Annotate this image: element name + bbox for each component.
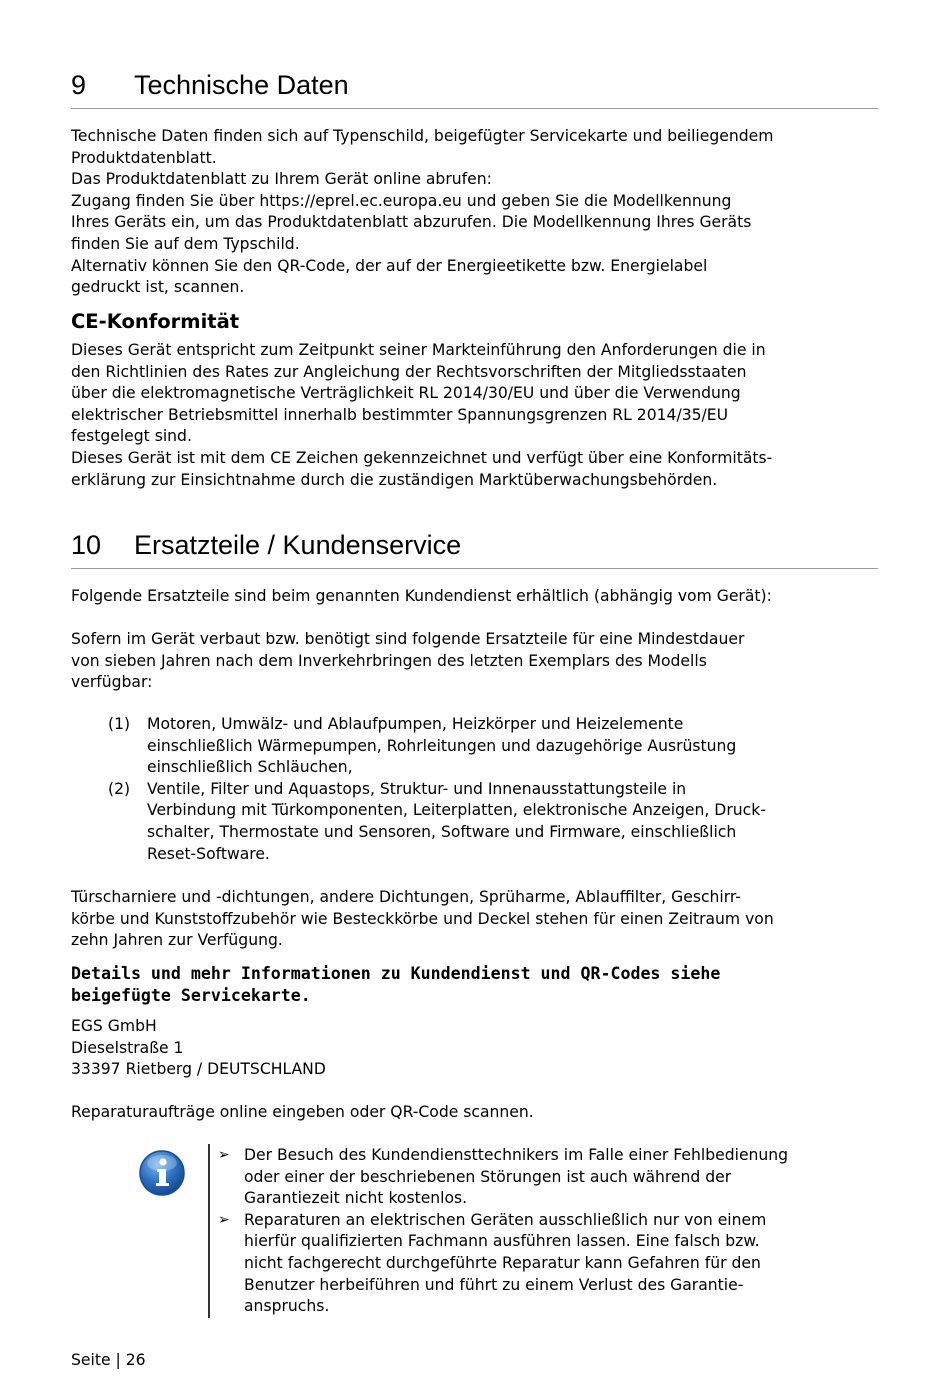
text-line: schalter, Thermostate und Sensoren, Software und Firmware, einschließlich <box>147 822 737 841</box>
text-line: anspruchs. <box>244 1297 330 1316</box>
text-line: finden Sie auf dem Typschild. <box>71 234 300 253</box>
text-line: Türscharniere und -dichtungen, andere Dichtungen, Sprüharme, Ablauffilter, Geschirr- <box>71 888 741 906</box>
text-line: einschließlich Schläuchen, <box>147 758 353 777</box>
text-line: Ventile, Filter und Aquastops, Struktur- und Innenausstattungsteile in <box>147 779 687 798</box>
text-line: Details und mehr Informationen zu Kundendienst und QR-Codes siehe <box>71 964 721 983</box>
text-line: Dieses Gerät entspricht zum Zeitpunkt seiner Markteinführung den Anforderungen die in <box>71 341 766 359</box>
text-line: elektrischer Betriebsmittel innerhalb bestimmter Spannungsgrenzen RL 2014/35/EU <box>71 405 729 424</box>
text-line: Benutzer herbeiführen und führt zu einem Verlust des Garantie- <box>244 1275 744 1294</box>
list-marker: (2) <box>108 779 131 798</box>
text-line: festgelegt sind. <box>71 427 192 446</box>
text-line: Zugang finden Sie über https://eprel.ec.europa.eu und geben Sie die Modellkennung <box>71 191 732 210</box>
availability-text <box>71 629 881 694</box>
list-item <box>108 714 878 779</box>
list-item <box>218 1210 788 1318</box>
text-line: Reset-Software. <box>147 844 270 863</box>
text-line: Sofern im Gerät verbaut bzw. benötigt sind folgende Ersatzteile für eine Mindestdauer <box>71 630 745 648</box>
text-line: Reparaturen an elektrischen Geräten ausschließlich nur von einem <box>244 1210 767 1229</box>
text-line: Alternativ können Sie den QR-Code, der auf der Energieetikette bzw. Energielabel <box>71 256 708 275</box>
text-line: Ihres Geräts ein, um das Produktdatenblatt abzurufen. Die Modellkennung Ihres Geräts <box>71 213 752 232</box>
section-10-intro <box>71 586 881 608</box>
page-number: Seite | 26 <box>71 1351 146 1369</box>
text-line: Das Produktdatenblatt zu Ihrem Gerät online abrufen: <box>71 170 492 189</box>
section-10-title: Ersatzteile / Kundenservice <box>134 530 462 560</box>
text-line: Der Besuch des Kundendiensttechnikers im Falle einer Fehlbedienung <box>244 1146 789 1164</box>
section-9-heading <box>71 70 878 109</box>
service-address <box>71 1016 881 1081</box>
info-divider <box>208 1144 210 1318</box>
repair-note <box>71 1102 881 1124</box>
text-line: oder einer der beschriebenen Störungen ist auch während der <box>244 1167 732 1186</box>
arrow-bullet-icon: ➢ <box>218 1147 230 1163</box>
text-line: Motoren, Umwälz- und Ablaufpumpen, Heizkörper und Heizelemente <box>147 715 684 733</box>
text-line: beigefügte Servicekarte. <box>71 985 311 1005</box>
arrow-bullet-icon: ➢ <box>218 1211 230 1228</box>
details-note <box>71 963 720 1006</box>
spare-parts-list <box>108 714 878 865</box>
text-line: Verbindung mit Türkomponenten, Leiterplatten, elektronische Anzeigen, Druck- <box>147 801 766 820</box>
text-line: über die elektromagnetische Verträglichkeit RL 2014/30/EU und über die Verwendung <box>71 384 741 403</box>
text-line: nicht fachgerecht durchgeführte Reparatur kann Gefahren für den <box>244 1253 761 1272</box>
text-line: Produktdatenblatt. <box>71 148 217 167</box>
ten-year-parts-text <box>71 887 881 952</box>
text-line: einschließlich Wärmepumpen, Rohrleitungen und dazugehörige Ausrüstung <box>147 736 737 755</box>
text-line: hierfür qualifizierten Fachmann ausführen lassen. Eine falsch bzw. <box>244 1232 760 1251</box>
text-line: Garantiezeit nicht kostenlos. <box>244 1189 468 1208</box>
text-line: Dieses Gerät ist mit dem CE Zeichen gekennzeichnet und verfügt über eine Konformitäts- <box>71 448 773 467</box>
address-line: 33397 Rietberg / DEUTSCHLAND <box>71 1060 326 1079</box>
section-9-title: Technische Daten <box>134 70 349 100</box>
list-item <box>108 779 878 865</box>
text-line: Technische Daten finden sich auf Typenschild, beigefügter Servicekarte und beiliegendem <box>71 127 774 145</box>
section-9-intro <box>71 126 881 299</box>
address-line: EGS GmbH <box>71 1017 157 1035</box>
text-line: von sieben Jahren nach dem Inverkehrbringen des letzten Exemplars des Modells <box>71 651 707 670</box>
text-line: verfügbar: <box>71 673 153 692</box>
section-10-number: 10 <box>71 530 102 560</box>
text-line: zehn Jahren zur Verfügung. <box>71 931 283 950</box>
ce-conformity-text <box>71 340 881 491</box>
section-10-heading <box>71 530 878 569</box>
text-line: den Richtlinien des Rates zur Angleichung der Rechtsvorschriften der Mitgliedsstaaten <box>71 362 747 381</box>
list-marker: (1) <box>108 715 131 733</box>
info-bullets <box>218 1145 788 1318</box>
section-9-number: 9 <box>71 70 87 100</box>
text-line: erklärung zur Einsichtnahme durch die zuständigen Marktüberwachungsbehörden. <box>71 470 718 489</box>
ce-conformity-heading: CE-Konformität <box>71 310 240 333</box>
info-icon <box>138 1149 186 1197</box>
text-line: körbe und Kunststoffzubehör wie Besteckkörbe und Deckel stehen für einen Zeitraum von <box>71 909 774 928</box>
text-line: Reparaturaufträge online eingeben oder QR-Code scannen. <box>71 1103 534 1121</box>
text-line: Folgende Ersatzteile sind beim genannten Kundendienst erhältlich (abhängig vom Gerät): <box>71 587 772 605</box>
address-line: Dieselstraße 1 <box>71 1038 184 1057</box>
list-item <box>218 1145 788 1210</box>
text-line: gedruckt ist, scannen. <box>71 278 245 297</box>
